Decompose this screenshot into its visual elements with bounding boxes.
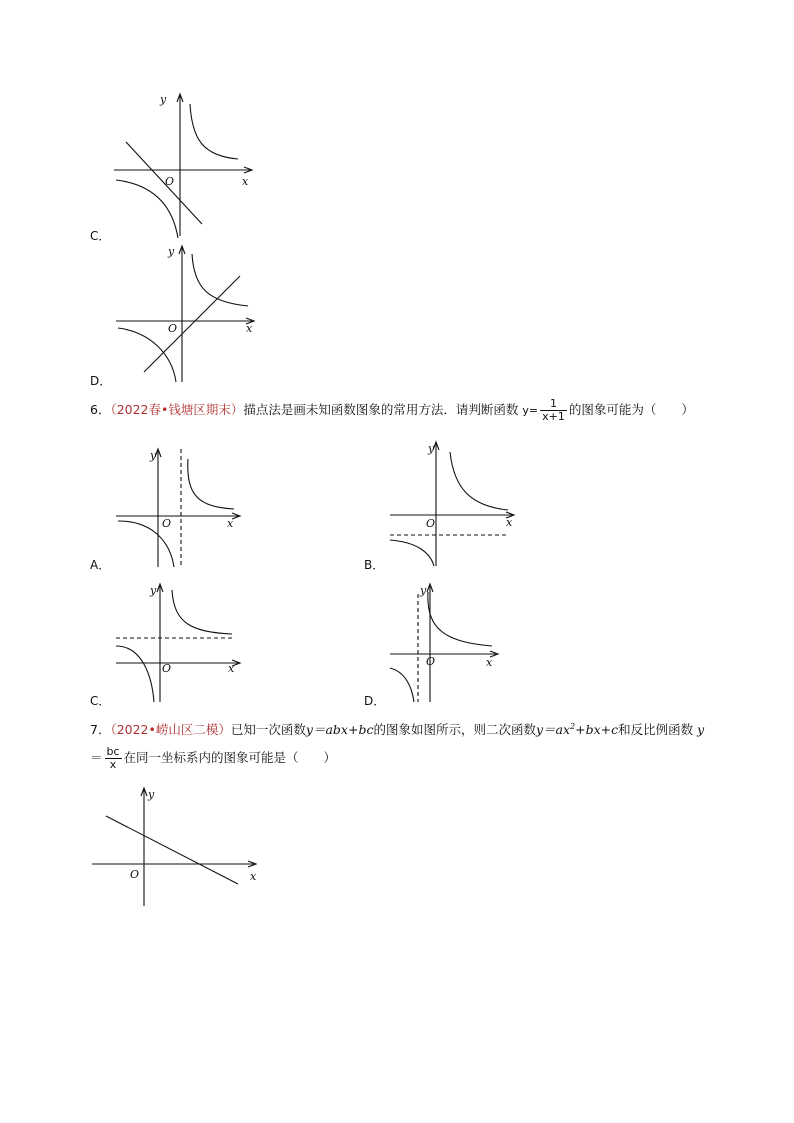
q7-fraction [105, 746, 122, 771]
q7-line2-text: 在同一坐标系内的图象可能是（ ） [123, 750, 337, 765]
q5-option-d[interactable]: D． [90, 374, 112, 388]
q7-number: 7． [90, 722, 111, 738]
q5-option-c[interactable]: C． [90, 229, 111, 243]
q6-source: （2022春•钱塘区期末） [110, 402, 244, 417]
origin-label: O [162, 517, 172, 530]
q6-fraction [540, 398, 567, 423]
q7-source: （2022•崂山区二模） [110, 722, 231, 738]
q6-text-after: 的图象可能为（ ） [568, 402, 694, 417]
q7-question-line2 [90, 745, 336, 771]
y-label: y [160, 93, 167, 106]
q6-option-b[interactable]: B． [364, 558, 385, 572]
origin-label: O [130, 868, 140, 881]
origin-label: O [168, 322, 178, 335]
q7-graph [88, 784, 268, 909]
q6-graph-d [386, 580, 526, 705]
q6-frac-num: 1 [540, 398, 567, 411]
q6-frac-den: x+1 [542, 410, 565, 423]
q6-graph-c [112, 580, 252, 705]
q6-number: 6． [90, 402, 111, 417]
q7-expr3: y [697, 722, 705, 738]
x-label: x [227, 517, 234, 530]
y-label: y [150, 449, 157, 462]
line [144, 276, 240, 372]
x-label: x [246, 322, 253, 335]
x-label: x [250, 870, 257, 883]
y-label: y [420, 584, 427, 597]
q6-text-before: 描点法是画未知函数图象的常用方法．请判断函数 [243, 402, 519, 417]
hyperbola-branch-2 [118, 328, 176, 382]
y-label: y [148, 788, 155, 801]
hyperbola-branch-2 [116, 646, 154, 702]
x-label: x [228, 662, 235, 675]
q6-option-a[interactable]: A． [90, 558, 111, 572]
hyperbola-branch-2 [390, 668, 414, 702]
origin-label: O [162, 662, 172, 675]
hyperbola-branch-1 [428, 592, 492, 646]
q6-func-lhs: y= [522, 404, 539, 417]
y-label: y [168, 245, 175, 258]
q5-graph-d [112, 242, 272, 387]
q7-frac-den: x [109, 758, 117, 771]
hyperbola-branch-1 [192, 254, 248, 306]
x-label: x [486, 656, 493, 669]
hyperbola-branch-1 [188, 459, 234, 509]
q6-option-d[interactable]: D． [364, 694, 386, 708]
x-label: x [242, 175, 249, 188]
q6-option-c[interactable]: C． [90, 694, 111, 708]
q7-text3: 和反比例函数 [618, 722, 694, 738]
q6-graph-b [386, 438, 526, 568]
q7-expr2-b: +bx+c [575, 722, 619, 738]
q7-expr2-a: y＝ax [535, 722, 571, 738]
hyperbola-branch-1 [190, 104, 238, 159]
q6-graph-a [112, 445, 252, 570]
q5-graph-c [110, 90, 270, 240]
origin-label: O [165, 175, 175, 188]
line [106, 816, 238, 884]
origin-label: O [426, 655, 436, 668]
hyperbola-branch-1 [172, 590, 232, 634]
q7-line2-eq: ＝ [90, 750, 103, 765]
q7-question-line1 [90, 717, 704, 740]
q7-expr2-sup: 2 [570, 722, 576, 731]
y-label: y [150, 584, 157, 597]
q7-text1: 已知一次函数 [230, 722, 306, 738]
q7-text2: 的图象如图所示，则二次函数 [373, 722, 536, 738]
q7-frac-num: bc [106, 745, 120, 758]
origin-label: O [426, 517, 436, 530]
q7-expr1: y＝abx+bc [305, 722, 374, 738]
hyperbola-branch-1 [450, 452, 508, 510]
hyperbola-branch-2 [390, 540, 434, 566]
y-label: y [428, 442, 435, 455]
x-label: x [506, 516, 513, 529]
line [126, 142, 202, 224]
q6-question [90, 398, 694, 423]
